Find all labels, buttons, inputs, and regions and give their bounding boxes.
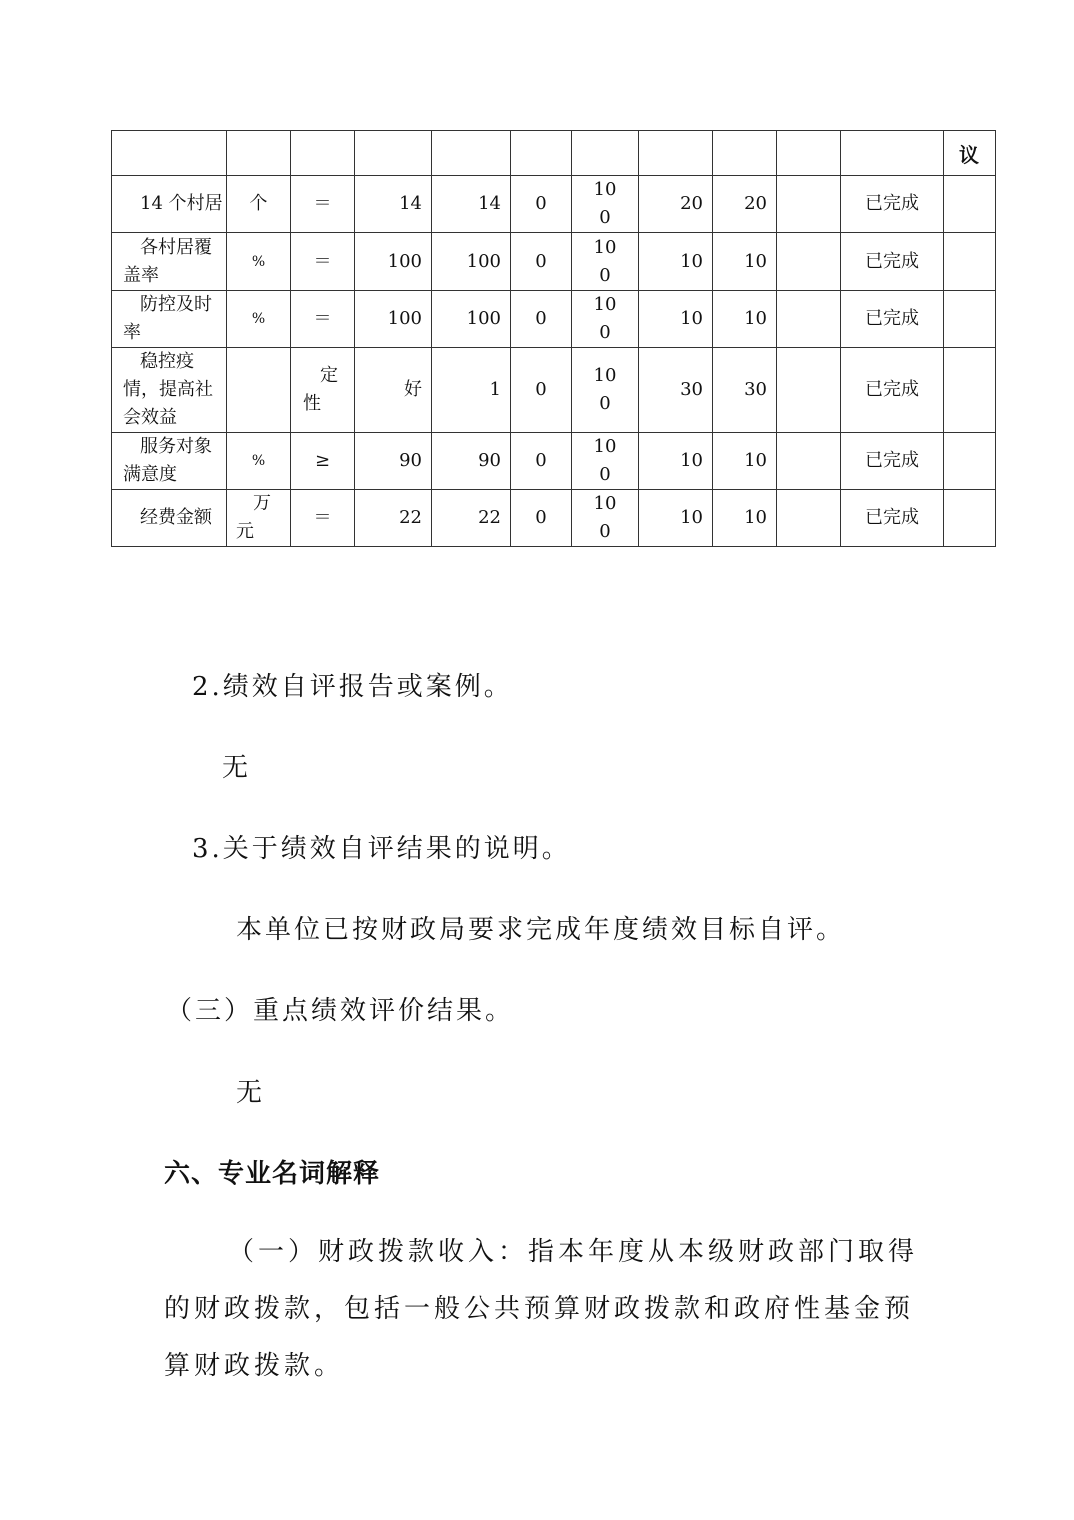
table-row [112, 433, 996, 490]
status-cell: 已完成 [841, 291, 944, 348]
weight-value: 10 [639, 490, 713, 547]
actual-value: 90 [432, 433, 511, 490]
unit-cell: 个 [227, 176, 291, 233]
completion-rate: 10 0 [572, 490, 639, 547]
table-header-row [112, 131, 996, 176]
deviation-value: 0 [511, 490, 572, 547]
operator-cell: ＝ [291, 490, 355, 547]
indicator-name: 服务对象满意度 [112, 433, 227, 490]
weight-value: 30 [639, 348, 713, 433]
status-cell: 已完成 [841, 176, 944, 233]
indicator-name: 经费金额 [112, 490, 227, 547]
score-value: 10 [713, 291, 777, 348]
target-value: 100 [355, 291, 432, 348]
note-cell [777, 291, 841, 348]
suggestion-cell [944, 176, 996, 233]
completion-rate: 10 0 [572, 233, 639, 291]
target-value: 90 [355, 433, 432, 490]
glossary-heading: 六、专业名词解释 [164, 1159, 381, 1189]
indicator-name: 各村居覆盖率 [112, 233, 227, 291]
deviation-value: 0 [511, 291, 572, 348]
actual-value: 1 [432, 348, 511, 433]
operator-cell: 定性 [291, 348, 355, 433]
table-row [112, 233, 996, 291]
target-value: 14 [355, 176, 432, 233]
deviation-value: 0 [511, 433, 572, 490]
indicator-name: 稳控疫情，提高社会效益 [112, 348, 227, 433]
weight-value: 10 [639, 433, 713, 490]
weight-value: 10 [639, 233, 713, 291]
suggestion-cell [944, 433, 996, 490]
completion-rate: 10 0 [572, 291, 639, 348]
unit-cell: 万元 [227, 490, 291, 547]
section-2-body: 无 [222, 753, 252, 783]
target-value: 100 [355, 233, 432, 291]
completion-rate: 10 0 [572, 433, 639, 490]
table-row [112, 176, 996, 233]
score-value: 10 [713, 433, 777, 490]
deviation-value: 0 [511, 233, 572, 291]
indicator-name: 14 个村居 [112, 176, 227, 233]
suggestion-cell [944, 348, 996, 433]
table-row [112, 291, 996, 348]
performance-table [111, 130, 996, 547]
operator-cell: ＝ [291, 233, 355, 291]
target-value: 22 [355, 490, 432, 547]
actual-value: 14 [432, 176, 511, 233]
note-cell [777, 433, 841, 490]
section-3-title: 3.关于绩效自评结果的说明。 [192, 834, 571, 864]
status-cell: 已完成 [841, 233, 944, 291]
weight-value: 20 [639, 176, 713, 233]
unit-cell: % [227, 433, 291, 490]
key-evaluation-body: 无 [236, 1078, 266, 1108]
table-row [112, 490, 996, 547]
score-value: 10 [713, 233, 777, 291]
note-cell [777, 490, 841, 547]
table-row [112, 348, 996, 433]
unit-cell: % [227, 291, 291, 348]
operator-cell: ＝ [291, 176, 355, 233]
header-cell-suggest: 议 [944, 131, 996, 176]
completion-rate: 10 0 [572, 348, 639, 433]
completion-rate: 10 0 [572, 176, 639, 233]
deviation-value: 0 [511, 348, 572, 433]
operator-cell: ≥ [291, 433, 355, 490]
actual-value: 22 [432, 490, 511, 547]
suggestion-cell [944, 490, 996, 547]
unit-cell: % [227, 233, 291, 291]
glossary-term-label: （一）财政拨款收入： [228, 1237, 529, 1267]
operator-cell: ＝ [291, 291, 355, 348]
section-2-title: 2.绩效自评报告或案例。 [192, 672, 513, 702]
unit-cell [227, 348, 291, 433]
score-value: 10 [713, 490, 777, 547]
actual-value: 100 [432, 233, 511, 291]
glossary-paragraph [164, 1224, 924, 1395]
target-value: 好 [355, 348, 432, 433]
score-value: 30 [713, 348, 777, 433]
note-cell [777, 233, 841, 291]
suggestion-cell [944, 291, 996, 348]
indicator-name: 防控及时率 [112, 291, 227, 348]
suggestion-cell [944, 233, 996, 291]
actual-value: 100 [432, 291, 511, 348]
deviation-value: 0 [511, 176, 572, 233]
note-cell [777, 176, 841, 233]
key-evaluation-title: （三）重点绩效评价结果。 [166, 996, 515, 1026]
weight-value: 10 [639, 291, 713, 348]
status-cell: 已完成 [841, 348, 944, 433]
glossary-term-definition: 指本年度从本级财政部门取得的财政拨款，包括一般公共预算财政拨款和政府性基金预算财政拨款。 [164, 1237, 919, 1381]
status-cell: 已完成 [841, 490, 944, 547]
note-cell [777, 348, 841, 433]
section-3-body: 本单位已按财政局要求完成年度绩效目标自评。 [236, 915, 846, 945]
status-cell: 已完成 [841, 433, 944, 490]
score-value: 20 [713, 176, 777, 233]
